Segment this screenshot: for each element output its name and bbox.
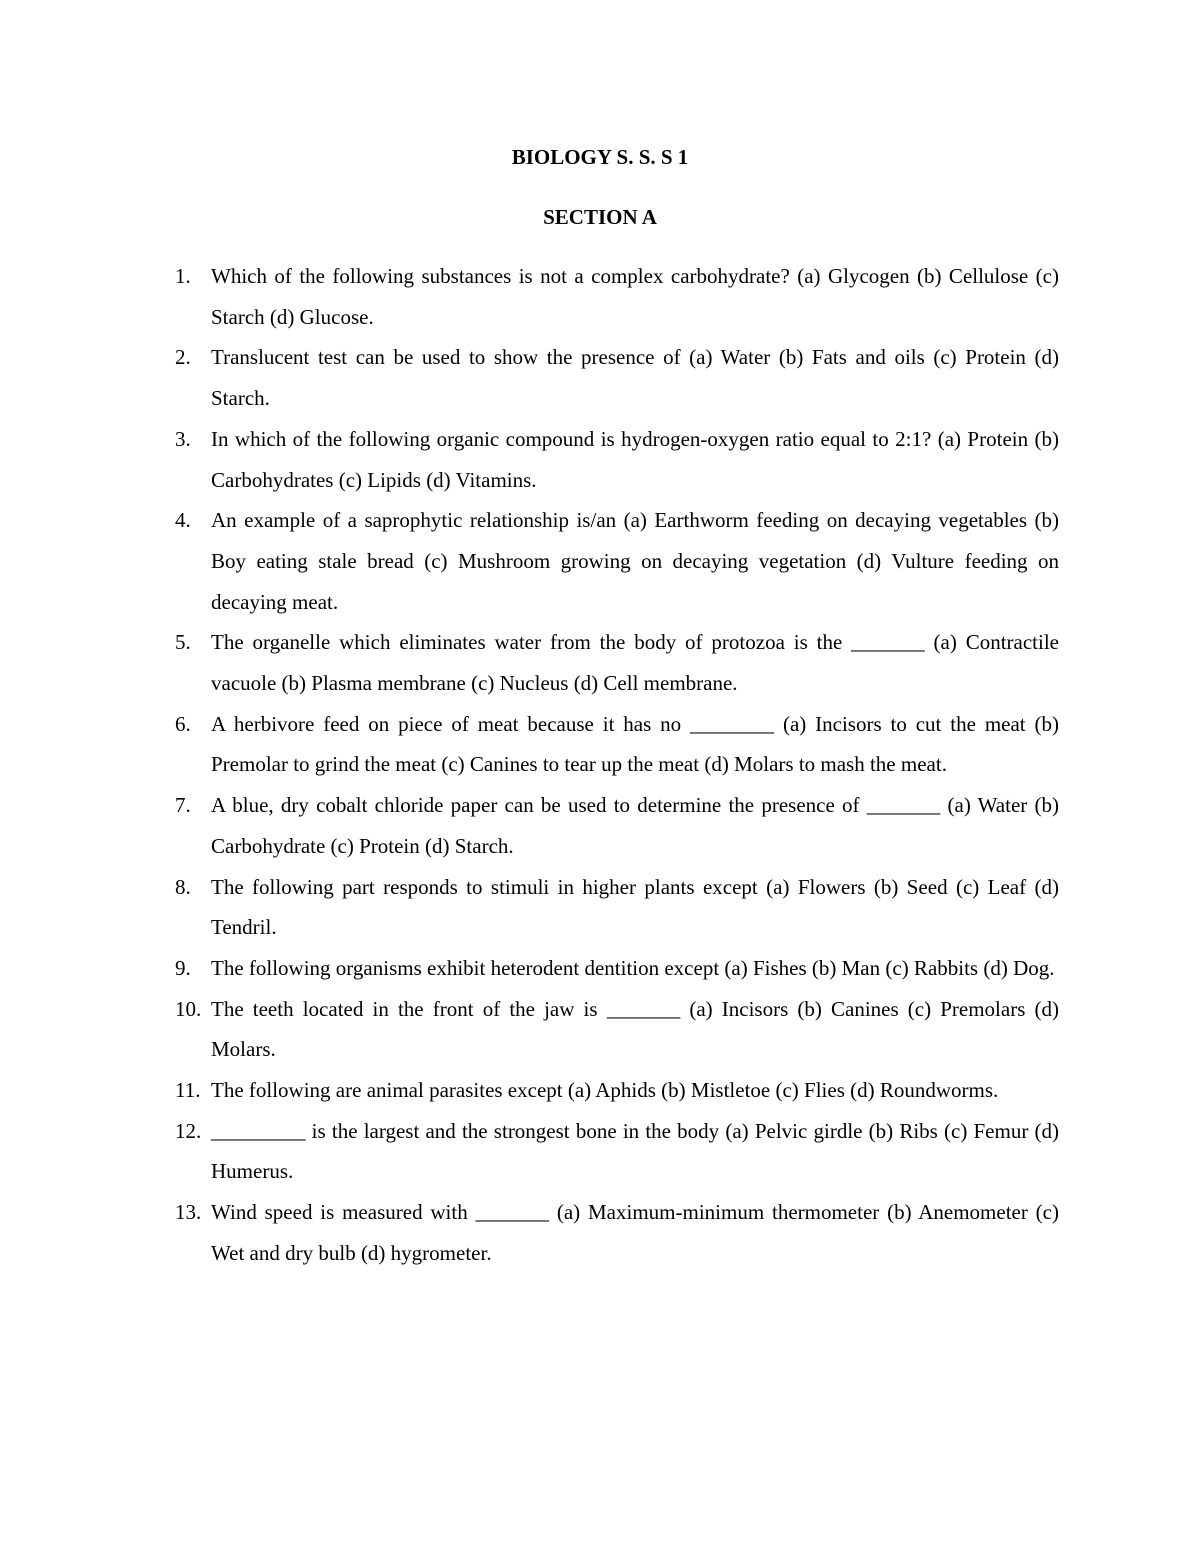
question-text: _________ is the largest and the strongest bone in the body (a) Pelvic girdle (b) Ribs (c) Femur (d) Humerus.	[211, 1118, 1059, 1184]
question-number: 6.	[175, 711, 191, 736]
question-text: The following organisms exhibit heterodent dentition except (a) Fishes (b) Man (c) Rabbits (d) Dog.	[211, 955, 1055, 980]
question-item	[175, 622, 1059, 703]
question-item	[175, 500, 1059, 622]
question-number: 8.	[175, 874, 191, 899]
question-text: An example of a saprophytic relationship is/an (a) Earthworm feeding on decaying vegetables (b) Boy eating stale bread (c) Mushroom growing on decaying vegetation (d) Vulture feeding on decaying meat.	[211, 508, 1059, 614]
question-text: Translucent test can be used to show the presence of (a) Water (b) Fats and oils (c) Protein (d) Starch.	[211, 345, 1059, 411]
question-item	[175, 948, 1059, 989]
section-heading: SECTION A	[543, 205, 657, 229]
question-text: In which of the following organic compound is hydrogen-oxygen ratio equal to 2:1? (a) Protein (b) Carbohydrates (c) Lipids (d) Vitamins.	[211, 426, 1059, 492]
document-title: BIOLOGY S. S. S 1	[511, 145, 689, 169]
question-item	[175, 1192, 1059, 1273]
question-item	[175, 1070, 1059, 1111]
question-item	[175, 785, 1059, 866]
question-item	[175, 1111, 1059, 1192]
question-text: The teeth located in the front of the jaw is _______ (a) Incisors (b) Canines (c) Premolars (d) Molars.	[211, 996, 1059, 1062]
question-number: 12.	[175, 1118, 202, 1143]
question-number: 9.	[175, 955, 191, 980]
question-item	[175, 337, 1059, 418]
question-item	[175, 867, 1059, 948]
question-number: 7.	[175, 793, 191, 818]
question-text: A herbivore feed on piece of meat because it has no ________ (a) Incisors to cut the meat (b) Premolar to grind the meat (c) Canines to tear up the meat (d) Molars to mash the meat.	[211, 711, 1059, 777]
question-number: 4.	[175, 508, 191, 533]
question-item	[175, 419, 1059, 500]
question-number: 1.	[175, 264, 191, 288]
question-number: 11.	[175, 1078, 201, 1103]
question-text: The organelle which eliminates water from the body of protozoa is the _______ (a) Contractile vacuole (b) Plasma membrane (c) Nucleus (d) Cell membrane.	[211, 630, 1059, 696]
question-number: 10.	[175, 996, 202, 1021]
question-list	[175, 256, 1059, 1274]
question-text: Which of the following substances is not a complex carbohydrate? (a) Glycogen (b) Cellulose (c) Starch (d) Glucose.	[211, 264, 1059, 329]
question-number: 2.	[175, 345, 191, 370]
question-number: 3.	[175, 426, 191, 451]
question-number: 5.	[175, 630, 191, 655]
question-item	[175, 704, 1059, 785]
question-item	[175, 256, 1059, 337]
question-text: A blue, dry cobalt chloride paper can be used to determine the presence of _______ (a) Water (b) Carbohydrate (c) Protein (d) Starch.	[211, 793, 1059, 858]
question-item	[175, 989, 1059, 1070]
question-text: Wind speed is measured with _______ (a) Maximum-minimum thermometer (b) Anemometer (c) Wet and dry bulb (d) hygrometer.	[211, 1200, 1059, 1265]
question-number: 13.	[175, 1200, 202, 1225]
question-text: The following are animal parasites except (a) Aphids (b) Mistletoe (c) Flies (d) Roundworms.	[211, 1078, 999, 1103]
question-text: The following part responds to stimuli in higher plants except (a) Flowers (b) Seed (c) Leaf (d) Tendril.	[211, 874, 1059, 940]
